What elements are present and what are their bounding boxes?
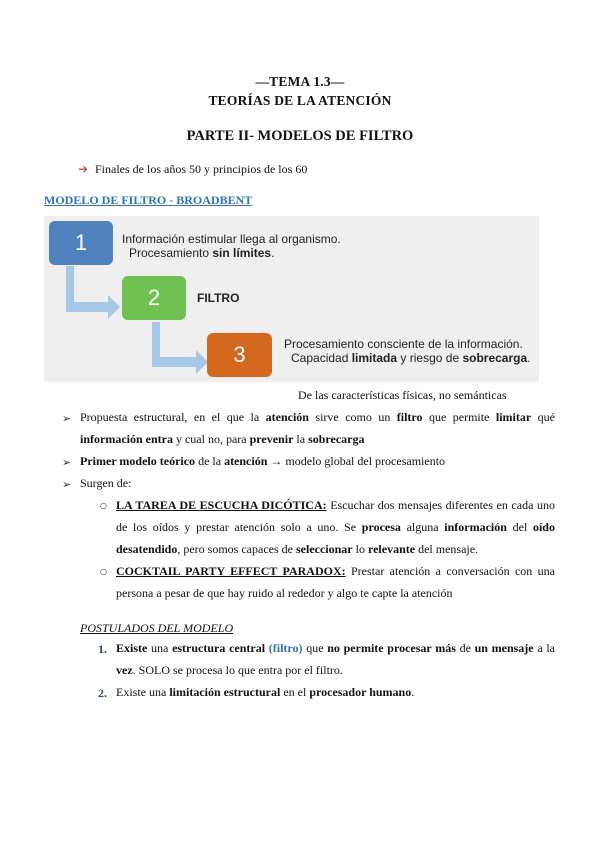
intro-text: Finales de los años 50 y principios de los 60: [95, 162, 308, 176]
connector-arrow-2: [152, 322, 208, 374]
arrowhead-bullet-icon: ➢: [62, 412, 72, 425]
sub-dichotic-listening: LA TAREA DE ESCUCHA DICÓTICA: Escuchar dos mensajes diferentes en cada uno de los oídos y prestar atención solo a uno. Se procesa alguna información del oído desatendido, pero somos capaces de seleccionar lo relevante del mensaje.: [116, 498, 555, 556]
broadbent-diagram: [44, 216, 539, 382]
postulate-1: Existe una estructura central (filtro) que no permite procesar más de un mensaje a la vez. SOLO se procesa lo que entra por el filtro.: [116, 641, 555, 677]
bullet-first-model: Primer modelo teórico de la atención → modelo global del procesamiento: [80, 454, 446, 468]
topic-number: —TEMA 1.3—: [255, 74, 345, 89]
postulate-2-number: 2.: [98, 686, 107, 700]
bullet-structural-proposal: Propuesta estructural, en el que la atención sirve como un filtro que permite limitar qué información entra y cual no, para prevenir la sobrecarga: [80, 410, 555, 446]
arrowhead-bullet-icon: ➢: [62, 478, 72, 491]
step-3-box: 3: [207, 333, 272, 377]
bullet-arise-from: Surgen de:: [80, 476, 132, 490]
page-title: TEORÍAS DE LA ATENCIÓN: [208, 93, 392, 108]
step-1-box: 1: [49, 221, 113, 265]
part-title: PARTE II- MODELOS DE FILTRO: [186, 128, 414, 144]
arrowhead-bullet-icon: ➢: [62, 456, 72, 469]
connector-arrow-1: [66, 266, 120, 319]
step-2-label: FILTRO: [197, 291, 240, 305]
sub-cocktail-party: COCKTAIL PARTY EFFECT PARADOX: Prestar atención a conversación con una persona a pesar de que hay ruido al rededor y algo te capte la atención: [116, 564, 555, 600]
postulate-2: Existe una limitación estructural en el procesador humano.: [116, 685, 415, 699]
diagram-caption: De las características físicas, no semánticas: [298, 388, 507, 402]
hollow-circle-bullet-icon: ○: [100, 567, 107, 576]
arrow-right-icon: ➔: [78, 162, 89, 176]
step-2-box: 2: [122, 276, 186, 320]
section-heading: MODELO DE FILTRO - BROADBENT: [44, 193, 253, 207]
hollow-circle-bullet-icon: ○: [100, 501, 107, 510]
step-1-text: Información estimular llega al organismo. Procesamiento sin límites.: [122, 232, 341, 260]
postulates-heading: POSTULADOS DEL MODELO: [80, 621, 234, 635]
step-3-text: Procesamiento consciente de la información. Capacidad limitada y riesgo de sobrecarga.: [284, 337, 531, 365]
postulate-1-number: 1.: [98, 642, 107, 656]
